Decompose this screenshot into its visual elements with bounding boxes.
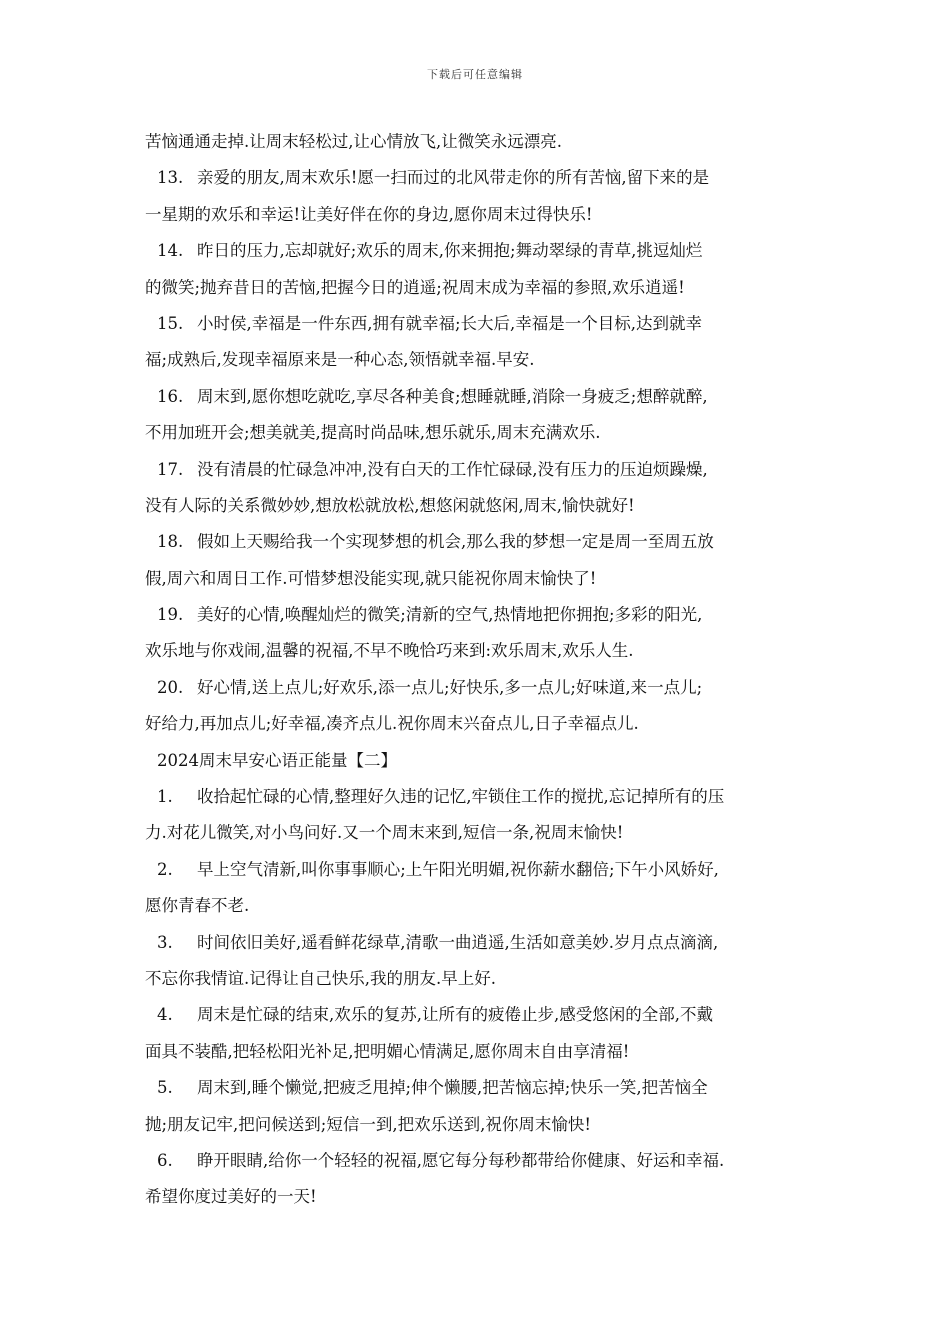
paragraph-first-line — [145, 779, 810, 815]
item-number: 15. — [157, 313, 184, 333]
paragraph-first-line — [145, 852, 810, 888]
paragraph-continuation-line — [145, 633, 810, 669]
paragraph-continuation-line — [145, 1107, 810, 1143]
paragraph-first-line — [145, 743, 810, 779]
line-text: 欢乐地与你戏闹,温馨的祝福,不早不晚恰巧来到:欢乐周末,欢乐人生. — [145, 641, 634, 661]
line-text: 不忘你我情谊.记得让自己快乐,我的朋友.早上好. — [145, 968, 496, 988]
line-text: 苦恼通通走掉.让周末轻松过,让心情放飞,让微笑永远漂亮. — [145, 132, 562, 151]
line-text: 没有人际的关系微妙妙,想放松就放松,想悠闲就悠闲,周末,愉快就好! — [145, 495, 635, 515]
paragraph-first-line — [145, 452, 810, 488]
line-text: 假如上天赐给我一个实现梦想的机会,那么我的梦想一定是周一至周五放 — [197, 532, 714, 552]
paragraph-continuation-line — [145, 342, 810, 378]
line-text: 昨日的压力,忘却就好;欢乐的周末,你来拥抱;舞动翠绿的青草,挑逗灿烂 — [197, 241, 703, 261]
item-number: 4. — [157, 1005, 173, 1025]
line-text: 时间依旧美好,遥看鲜花绿草,清歌一曲逍遥,生活如意美妙.岁月点点滴滴, — [197, 932, 719, 952]
paragraph-continuation-line — [145, 815, 810, 851]
document-body — [145, 124, 810, 1216]
paragraph-first-line — [145, 1070, 810, 1106]
line-text: 美好的心情,唤醒灿烂的微笑;清新的空气,热情地把你拥抱;多彩的阳光, — [197, 605, 703, 625]
item-number: 3. — [157, 932, 173, 952]
paragraph-first-line — [145, 925, 810, 961]
line-text: 希望你度过美好的一天! — [145, 1187, 317, 1207]
line-text: 福;成熟后,发现幸福原来是一种心态,领悟就幸福.早安. — [145, 350, 535, 370]
line-text: 小时侯,幸福是一件东西,拥有就幸福;长大后,幸福是一个目标,达到就幸 — [197, 313, 703, 333]
line-text: 好给力,再加点儿;好幸福,凑齐点儿.祝你周末兴奋点儿,日子幸福点儿. — [145, 714, 639, 734]
paragraph-first-line — [145, 379, 810, 415]
paragraph-continuation-line — [145, 1034, 810, 1070]
paragraph-first-line — [145, 1143, 810, 1179]
paragraph-continuation-line — [145, 124, 810, 160]
paragraph-first-line — [145, 597, 810, 633]
paragraph-continuation-line — [145, 888, 810, 924]
line-text: 力.对花儿微笑,对小鸟问好.又一个周末来到,短信一条,祝周末愉快! — [145, 823, 624, 843]
line-text: 早上空气清新,叫你事事顺心;上午阳光明媚,祝你薪水翻倍;下午小风娇好, — [197, 859, 719, 879]
item-number: 2. — [157, 859, 173, 879]
paragraph-first-line — [145, 524, 810, 560]
line-text: 亲爱的朋友,周末欢乐!愿一扫而过的北风带走你的所有苦恼,留下来的是 — [197, 168, 710, 188]
item-number: 17. — [157, 459, 184, 479]
line-text: 不用加班开会;想美就美,提高时尚品味,想乐就乐,周末充满欢乐. — [145, 423, 601, 443]
paragraph-first-line — [145, 306, 810, 342]
item-number: 18. — [157, 532, 184, 552]
line-text: 2024周末早安心语正能量【二】 — [157, 750, 397, 770]
line-text: 假,周六和周日工作.可惜梦想没能实现,就只能祝你周末愉快了! — [145, 568, 597, 588]
line-text: 的微笑;抛弃昔日的苦恼,把握今日的逍遥;祝周末成为幸福的参照,欢乐逍遥! — [145, 277, 685, 297]
paragraph-continuation-line — [145, 1179, 810, 1215]
paragraph-continuation-line — [145, 270, 810, 306]
paragraph-first-line — [145, 160, 810, 196]
item-number: 16. — [157, 386, 184, 406]
line-text: 周末是忙碌的结束,欢乐的复苏,让所有的疲倦止步,感受悠闲的全部,不戴 — [197, 1005, 713, 1025]
item-number: 1. — [157, 787, 173, 807]
paragraph-continuation-line — [145, 961, 810, 997]
line-text: 没有清晨的忙碌急冲冲,没有白天的工作忙碌碌,没有压力的压迫烦躁燥, — [197, 459, 708, 479]
paragraph-continuation-line — [145, 415, 810, 451]
paragraph-continuation-line — [145, 561, 810, 597]
paragraph-continuation-line — [145, 706, 810, 742]
line-text: 睁开眼睛,给你一个轻轻的祝福,愿它每分每秒都带给你健康、好运和幸福. — [197, 1150, 725, 1170]
item-number: 6. — [157, 1150, 173, 1170]
paragraph-continuation-line — [145, 488, 810, 524]
line-text: 一星期的欢乐和幸运!让美好伴在你的身边,愿你周末过得快乐! — [145, 204, 593, 224]
item-number: 14. — [157, 241, 184, 261]
paragraph-continuation-line — [145, 197, 810, 233]
line-text: 收拾起忙碌的心情,整理好久违的记忆,牢锁住工作的搅扰,忘记掉所有的压 — [197, 787, 725, 807]
page-header: 下载后可任意编辑 — [427, 68, 523, 81]
line-text: 面具不装酷,把轻松阳光补足,把明媚心情满足,愿你周末自由享清福! — [145, 1041, 630, 1061]
paragraph-first-line — [145, 233, 810, 269]
item-number: 19. — [157, 605, 184, 625]
line-text: 抛;朋友记牢,把问候送到;短信一到,把欢乐送到,祝你周末愉快! — [145, 1114, 591, 1134]
paragraph-first-line — [145, 997, 810, 1033]
line-text: 周末到,睡个懒觉,把疲乏甩掉;伸个懒腰,把苦恼忘掉;快乐一笑,把苦恼全 — [197, 1078, 708, 1098]
line-text: 愿你青春不老. — [145, 896, 250, 916]
item-number: 5. — [157, 1078, 173, 1098]
line-text: 好心情,送上点儿;好欢乐,添一点儿;好快乐,多一点儿;好味道,来一点儿; — [197, 677, 703, 697]
paragraph-first-line — [145, 670, 810, 706]
item-number: 20. — [157, 677, 184, 697]
line-text: 周末到,愿你想吃就吃,享尽各种美食;想睡就睡,消除一身疲乏;想醉就醉, — [197, 386, 708, 406]
item-number: 13. — [157, 168, 184, 188]
